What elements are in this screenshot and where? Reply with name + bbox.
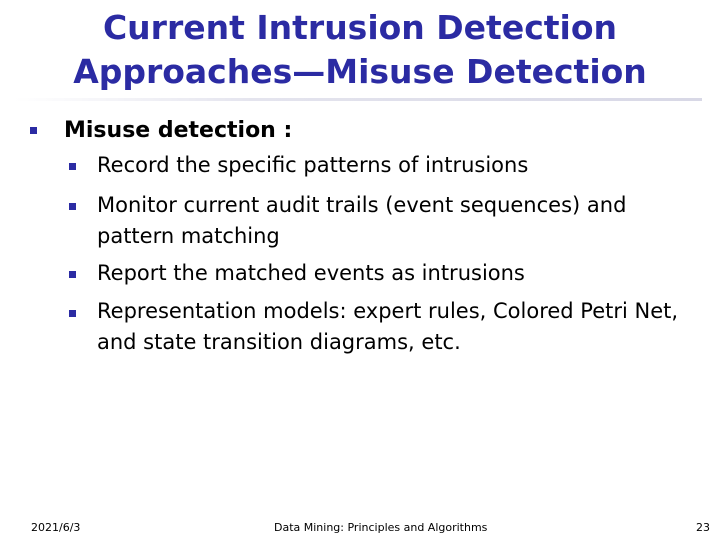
- bullet-icon: [69, 271, 76, 278]
- heading-misuse-detection: Misuse detection :: [64, 118, 293, 143]
- bullet-item-2-line-1: Monitor current audit trails (event sequences) and: [97, 193, 627, 217]
- footer-date: 2021/6/3: [31, 521, 81, 534]
- slide-title: [20, 6, 700, 94]
- bullet-item-2: [97, 190, 697, 252]
- bullet-item-2-line-2: pattern matching: [97, 224, 280, 248]
- bullet-item-1-line-1: Record the specific patterns of intrusions: [97, 153, 529, 177]
- bullet-item-4-line-2: and state transition diagrams, etc.: [97, 330, 461, 354]
- title-line-1: Current Intrusion Detection: [102, 8, 618, 47]
- level1-bullet-icon: [30, 127, 37, 134]
- bullet-item-1: [97, 150, 697, 181]
- page-number: 23: [696, 521, 710, 534]
- title-divider: [14, 98, 702, 101]
- bullet-icon: [69, 310, 76, 317]
- bullet-item-4: [97, 296, 697, 358]
- title-line-2: Approaches—Misuse Detection: [73, 52, 647, 91]
- bullet-item-4-line-1: Representation models: expert rules, Colored Petri Net,: [97, 299, 679, 323]
- bullet-item-3-line-1: Report the matched events as intrusions: [97, 261, 525, 285]
- footer-course-title: Data Mining: Principles and Algorithms: [274, 521, 488, 534]
- bullet-icon: [69, 163, 76, 170]
- bullet-item-3: [97, 258, 697, 289]
- bullet-icon: [69, 203, 76, 210]
